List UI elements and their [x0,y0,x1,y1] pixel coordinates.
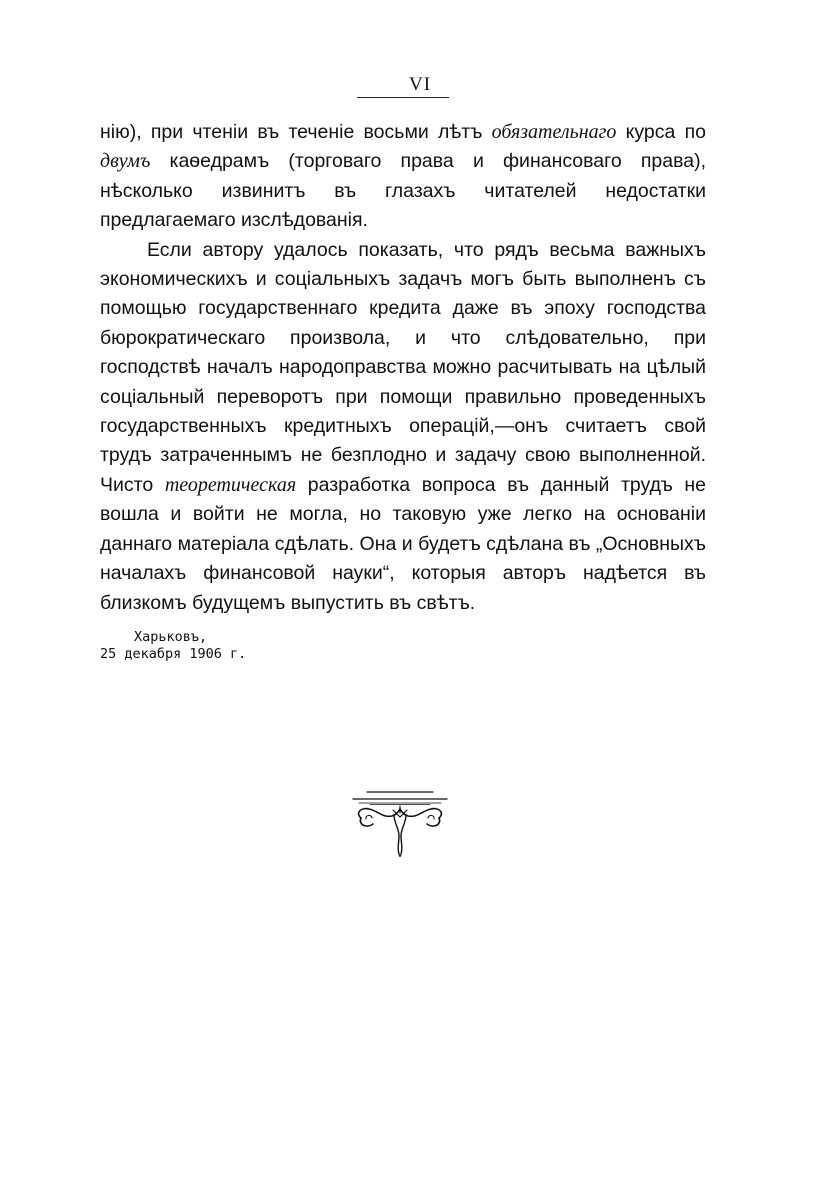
paragraph-1-text-2: курса по [616,121,707,143]
signature-date: 25 декабря 1906 г. [100,646,247,662]
paragraph-2-italic-1: теоретическая [164,473,297,496]
main-text [100,118,706,618]
paragraph-2-text-1: Если автору удалось показать, что рядъ весьма важныхъ экономическихъ и соціальныхъ задачъ могъ быть выполненъ съ помощью государственнаго кредита даже въ эпоху господства бюрократическаго произвола, и что слѣдовательно, при господствѣ началъ народоправства можно расчитывать на цѣлый соціальный переворотъ при помощи правильно проведенныхъ государственныхъ кредитныхъ операцій,—онъ считаетъ свой трудъ затраченнымъ не безплодно и задачу свою выполненной. Чисто [100,238,706,496]
paragraph-1-italic-1: обязательнаго [491,121,617,143]
vignette-ornament-icon [350,788,450,860]
paragraph-1 [100,118,706,236]
page-number: VI [408,74,432,95]
paragraph-1-text-3: каѳедрамъ (торговаго права и финансоваго права), нѣсколько извинитъ въ глазахъ читателей недостатки предлагаемаго изслѣдованія. [100,150,706,232]
paragraph-2 [100,236,706,618]
page-number-rule [357,97,449,98]
paragraph-2-text-2: разработка вопроса въ данный трудъ не вошла и войти не могла, но таковую уже легко на основаніи даннаго матеріала сдѣлать. Она и будетъ сдѣлана въ „Основныхъ началахъ финансовой науки“, которыя авторъ надѣется въ близкомъ будущемъ выпустить въ свѣтъ. [100,473,706,614]
place-and-date [100,629,246,663]
signature-place: Харьковъ, [134,629,208,645]
paragraph-1-italic-2: двумъ [100,150,151,173]
paragraph-1-text-1: нію), при чтеніи въ теченіе восьми лѣтъ [100,121,492,143]
